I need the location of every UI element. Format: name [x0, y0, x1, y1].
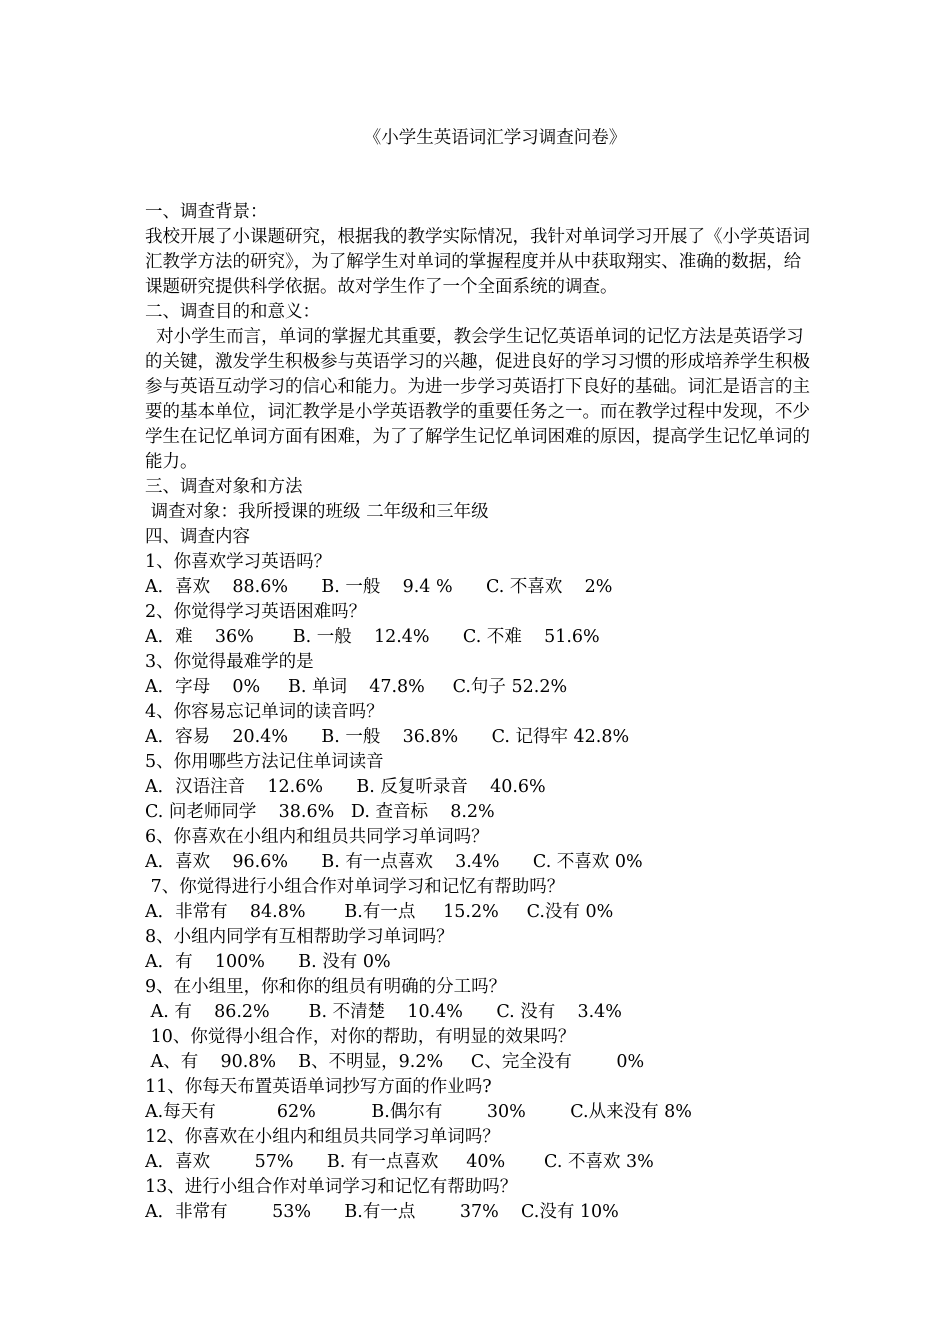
- section-heading-purpose: 二、调查目的和意义：: [145, 302, 320, 322]
- survey-question: 1、你喜欢学习英语吗？: [145, 552, 332, 572]
- survey-question: A．有 100% B. 没有 0%: [145, 952, 391, 972]
- survey-question: C. 问老师同学 38.6% D. 查音标 8.2%: [145, 802, 495, 822]
- survey-answer-options: 6、你喜欢在小组内和组员共同学习单词吗？: [145, 827, 489, 847]
- survey-answer-options: 11、你每天布置英语单词抄写方面的作业吗?: [145, 1077, 492, 1097]
- survey-question: A．喜欢 96.6% B. 有一点喜欢 3.4% C. 不喜欢 0%: [145, 852, 643, 872]
- survey-question: A、有 90.8% B、不明显，9.2% C、完全没有 0%: [145, 1052, 645, 1072]
- survey-answer-options: 12、你喜欢在小组内和组员共同学习单词吗？: [145, 1127, 500, 1147]
- survey-question: 3、你觉得最难学的是: [145, 652, 314, 672]
- section-body-background: 我校开展了小课题研究，根据我的教学实际情况，我针对单词学习开展了《小学英语词汇教学方法的研究》，为了解学生对单词的掌握程度并从中获取翔实、准确的数据，给课题研究提供科学依据。故对学生作了一个全面系统的调查。: [145, 227, 810, 297]
- section-heading-content: 四、调查内容: [145, 527, 250, 547]
- survey-question: A．非常有 53% B.有一点 37% C.没有 10%: [145, 1202, 619, 1222]
- survey-answer-options: A．汉语注音 12.6% B. 反复听录音 40.6%: [145, 777, 546, 797]
- survey-answer-options: A．字母 0% B. 单词 47.8% C.句子 52.2%: [145, 677, 568, 697]
- survey-answer-options: 10、你觉得小组合作，对你的帮助，有明显的效果吗？: [145, 1027, 576, 1047]
- section-body-purpose: 对小学生而言，单词的掌握尤其重要，教会学生记忆英语单词的记忆方法是英语学习的关键，激发学生积极参与英语学习的兴趣，促进良好的学习习惯的形成培养学生积极参与英语互动学习的信心和能力。为进一步学习英语打下良好的基础。词汇是语言的主要的基本单位，词汇教学是小学英语教学的重要任务之一。而在教学过程中发现，不少学生在记忆单词方面有困难，为了了解学生记忆单词困难的原因，提高学生记忆单词的能力。: [145, 327, 810, 472]
- survey-answer-options: 13、进行小组合作对单词学习和记忆有帮助吗？: [145, 1177, 518, 1197]
- survey-answer-options: A．容易 20.4% B. 一般 36.8% C. 记得牢 42.8%: [145, 727, 630, 747]
- section-heading-subjects: 三、调查对象和方法: [145, 477, 303, 497]
- survey-question: A.每天有 62% B.偶尔有 30% C.从来没有 8%: [145, 1102, 692, 1122]
- survey-question: 5、你用哪些方法记住单词读音: [145, 752, 384, 772]
- survey-answer-options: A．难 36% B. 一般 12.4% C. 不难 51.6%: [145, 627, 600, 647]
- survey-answer-options: A．喜欢 88.6% B. 一般 9.4 % C. 不喜欢 2%: [145, 577, 613, 597]
- section-heading-background: 一、调查背景：: [145, 202, 268, 222]
- survey-question: A．非常有 84.8% B.有一点 15.2% C.没有 0%: [145, 902, 614, 922]
- survey-answer-options: 8、小组内同学有互相帮助学习单词吗？: [145, 927, 454, 947]
- survey-question: A．喜欢 57% B. 有一点喜欢 40% C. 不喜欢 3%: [145, 1152, 654, 1172]
- survey-answer-options: 7、你觉得进行小组合作对单词学习和记忆有帮助吗？: [145, 877, 565, 897]
- survey-questions: [145, 550, 810, 1225]
- survey-question: 4、你容易忘记单词的读音吗？: [145, 702, 384, 722]
- document-title: 《小学生英语词汇学习调查问卷》: [363, 128, 627, 148]
- document-body: [145, 200, 810, 1225]
- survey-answer-options: 9、在小组里，你和你的组员有明确的分工吗？: [145, 977, 507, 997]
- survey-subjects-line: 调查对象：我所授课的班级 二年级和三年级: [145, 502, 489, 522]
- survey-question: 2、你觉得学习英语困难吗？: [145, 602, 367, 622]
- survey-question: A. 有 86.2% B. 不清楚 10.4% C. 没有 3.4%: [145, 1002, 622, 1022]
